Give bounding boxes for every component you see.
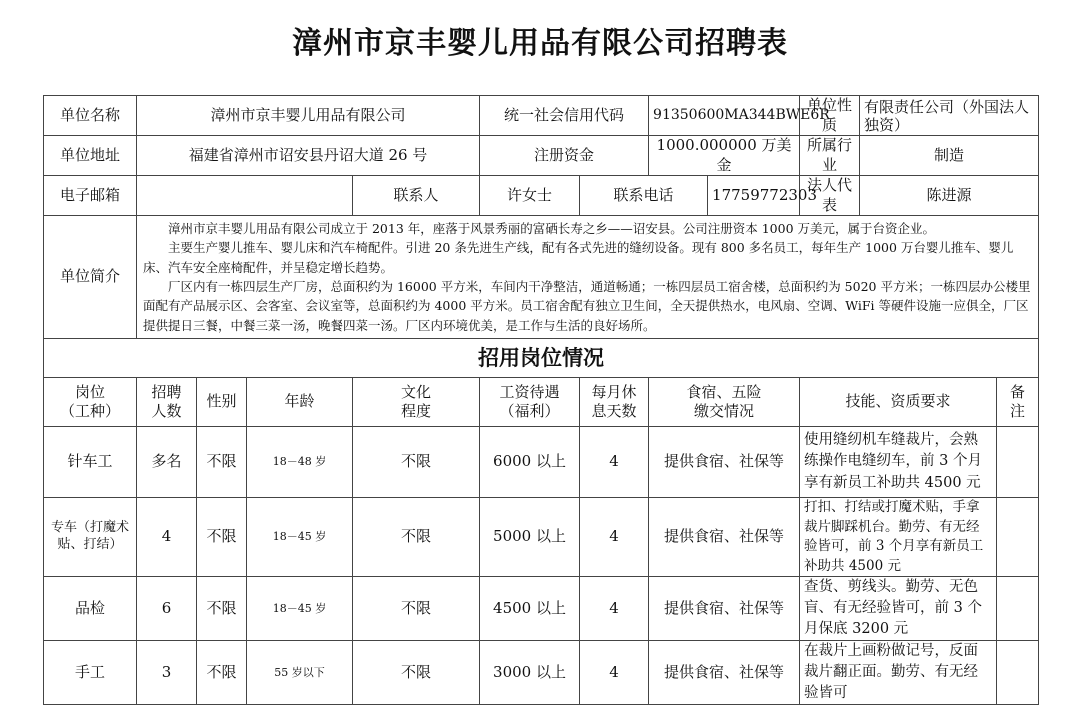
job-benefits: 提供食宿、社保等 — [649, 577, 800, 641]
job-row — [44, 577, 1039, 641]
job-benefits: 提供食宿、社保等 — [649, 427, 800, 498]
industry-value: 制造 — [860, 136, 1039, 176]
contact-label: 联系人 — [353, 176, 480, 216]
intro-text — [137, 216, 1039, 339]
email-label: 电子邮箱 — [44, 176, 137, 216]
page-title: 漳州市京丰婴儿用品有限公司招聘表 — [292, 26, 788, 61]
header-age: 年龄 — [247, 378, 353, 427]
job-row — [44, 427, 1039, 498]
header-salary: 工资待遇 （福利） — [480, 378, 580, 427]
header-rest: 每月休 息天数 — [580, 378, 649, 427]
job-salary: 3000 以上 — [480, 641, 580, 705]
job-age: 18－45 岁 — [247, 498, 353, 577]
job-position: 专车（打魔术贴、打结） — [44, 498, 137, 577]
legal-label: 法人代表 — [800, 176, 860, 216]
job-position: 手工 — [44, 641, 137, 705]
job-gender: 不限 — [197, 641, 247, 705]
job-salary: 6000 以上 — [480, 427, 580, 498]
job-benefits: 提供食宿、社保等 — [649, 498, 800, 577]
job-salary: 5000 以上 — [480, 498, 580, 577]
job-requirements: 查货、剪线头。勤劳、无色盲、有无经验皆可，前 3 个月保底 3200 元 — [800, 577, 997, 641]
industry-label: 所属行业 — [800, 136, 860, 176]
job-count: 3 — [137, 641, 197, 705]
address-value: 福建省漳州市诏安县丹诏大道 26 号 — [137, 136, 480, 176]
job-remark — [997, 427, 1039, 498]
job-rest: 4 — [580, 641, 649, 705]
job-row — [44, 498, 1039, 577]
job-edu: 不限 — [353, 498, 480, 577]
jobs-header-row — [44, 378, 1039, 427]
header-benefits: 食宿、五险 缴交情况 — [649, 378, 800, 427]
intro-paragraph-2: 主要生产婴儿推车、婴儿床和汽车椅配件。引进 20 条先进生产线，配有各式先进的缝纫设备。现有 800 多名员工，每年生产 1000 万台婴儿推车、婴儿床、汽车安全座椅配件，并呈稳定增长趋势。 — [143, 240, 1014, 275]
job-position: 品检 — [44, 577, 137, 641]
job-remark — [997, 577, 1039, 641]
credit-code-label: 统一社会信用代码 — [480, 96, 649, 136]
phone-label: 联系电话 — [580, 176, 708, 216]
job-count: 6 — [137, 577, 197, 641]
nature-value: 有限责任公司（外国法人独资） — [860, 96, 1039, 136]
credit-code-value: 91350600MA344BWE6R — [649, 96, 800, 136]
nature-label: 单位性质 — [800, 96, 860, 136]
email-value — [137, 176, 353, 216]
job-benefits: 提供食宿、社保等 — [649, 641, 800, 705]
job-edu: 不限 — [353, 641, 480, 705]
header-requirements: 技能、资质要求 — [800, 378, 997, 427]
info-row-1 — [44, 96, 1039, 136]
intro-paragraph-1: 漳州市京丰婴儿用品有限公司成立于 2013 年，座落于风景秀丽的富硒长寿之乡——诏安县。公司注册资本 1000 万美元，属于台资企业。 — [168, 220, 936, 236]
info-row-2 — [44, 136, 1039, 176]
job-age: 18－45 岁 — [247, 577, 353, 641]
job-salary: 4500 以上 — [480, 577, 580, 641]
job-position: 针车工 — [44, 427, 137, 498]
company-name-label: 单位名称 — [44, 96, 137, 136]
capital-value: 1000.000000 万美金 — [649, 136, 800, 176]
job-requirements: 使用缝纫机车缝裁片，会熟练操作电缝纫车，前 3 个月享有新员工补助共 4500 元 — [800, 427, 997, 498]
header-gender: 性别 — [197, 378, 247, 427]
header-edu: 文化 程度 — [353, 378, 480, 427]
job-gender: 不限 — [197, 498, 247, 577]
intro-label: 单位简介 — [44, 216, 137, 339]
job-gender: 不限 — [197, 577, 247, 641]
job-gender: 不限 — [197, 427, 247, 498]
job-rest: 4 — [580, 577, 649, 641]
address-label: 单位地址 — [44, 136, 137, 176]
job-edu: 不限 — [353, 427, 480, 498]
info-row-3 — [44, 176, 1039, 216]
job-requirements: 在裁片上画粉做记号，反面裁片翻正面。勤劳、有无经验皆可 — [800, 641, 997, 705]
capital-label: 注册资金 — [480, 136, 649, 176]
recruitment-table — [43, 95, 1039, 705]
job-edu: 不限 — [353, 577, 480, 641]
header-count: 招聘 人数 — [137, 378, 197, 427]
job-requirements: 打扣、打结或打魔术贴，手拿裁片脚踩机台。勤劳、有无经验皆可，前 3 个月享有新员工补助共 4500 元 — [800, 498, 997, 577]
legal-value: 陈进源 — [860, 176, 1039, 216]
intro-paragraph-3: 厂区内有一栋四层生产厂房，总面积约为 16000 平方米，车间内干净整洁，通道畅通；一栋四层员工宿舍楼，总面积约为 5020 平方米；一栋四层办公楼里面配有产品展示区、会客室、会议室等，总面积约为 4000 平方米。员工宿舍配有独立卫生间，全天提供热水，电风扇、空调、WiFi 等硬件设施一应俱全，厂区提供提日三餐，中餐三菜一汤，晚餐四菜一汤。厂区内环境优美，是工作与生活的良好场所。 — [143, 279, 1031, 333]
job-age: 55 岁以下 — [247, 641, 353, 705]
job-rest: 4 — [580, 427, 649, 498]
job-remark — [997, 498, 1039, 577]
job-count: 4 — [137, 498, 197, 577]
job-age: 18－48 岁 — [247, 427, 353, 498]
job-remark — [997, 641, 1039, 705]
job-count: 多名 — [137, 427, 197, 498]
job-row — [44, 641, 1039, 705]
job-rest: 4 — [580, 498, 649, 577]
intro-row — [44, 216, 1039, 339]
company-name-value: 漳州市京丰婴儿用品有限公司 — [137, 96, 480, 136]
phone-value: 17759772303 — [708, 176, 800, 216]
header-position: 岗位 （工种） — [44, 378, 137, 427]
section-row — [44, 339, 1039, 378]
contact-value: 许女士 — [480, 176, 580, 216]
jobs-section-title: 招用岗位情况 — [44, 339, 1039, 378]
header-remark: 备 注 — [997, 378, 1039, 427]
